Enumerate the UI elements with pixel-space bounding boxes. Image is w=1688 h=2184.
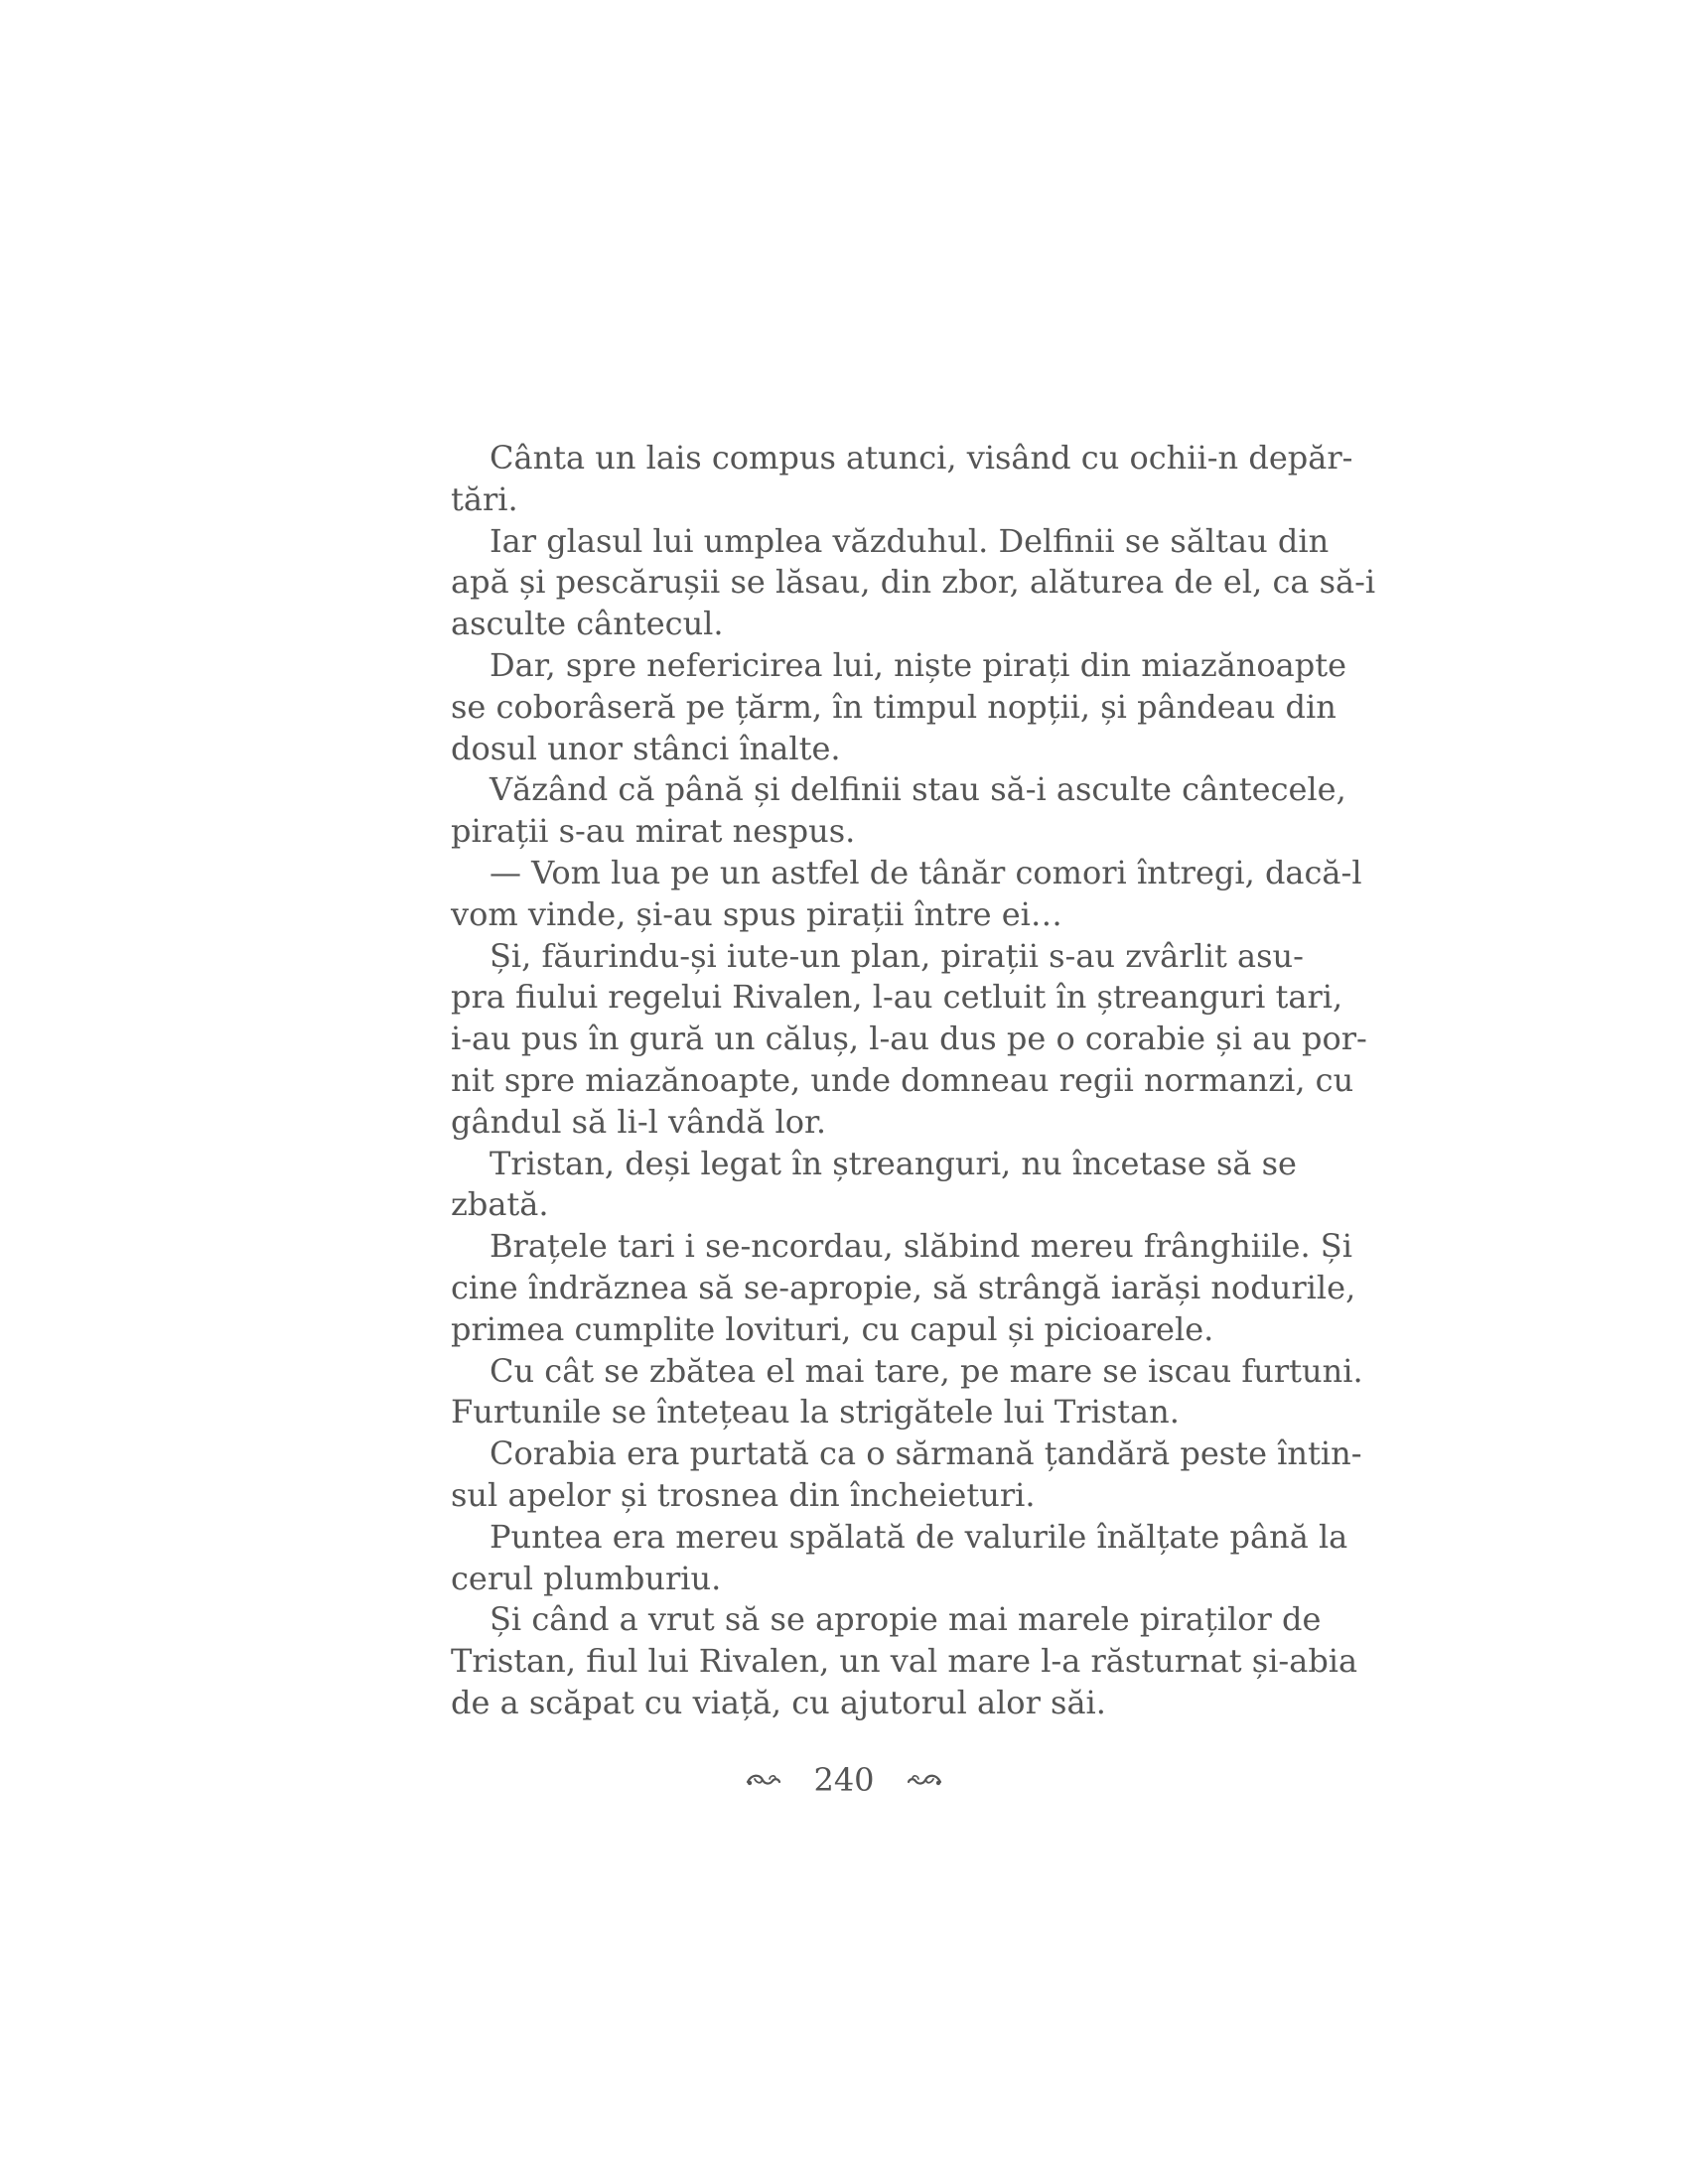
fleuron-left-icon (746, 1770, 781, 1790)
text-line: Tristan, deși legat în ștreanguri, nu încetase să se (490, 1144, 1297, 1182)
text-line: asculte cântecul. (451, 605, 724, 643)
text-line: Și când a vrut să se apropie mai marele piraților de (490, 1600, 1322, 1639)
text-line: Puntea era mereu spălată de valurile înălțate până la (490, 1517, 1348, 1556)
text-line: Și, făurindu-și iute-un plan, pirații s-au zvârlit asu- (490, 936, 1304, 975)
paragraph (451, 1351, 1363, 1434)
text-line: vom vinde, și-au spus pirații între ei… (451, 894, 1062, 933)
text-line: gândul să li-l vândă lor. (451, 1102, 826, 1141)
text-line: zbată. (451, 1185, 549, 1224)
paragraph (451, 1433, 1362, 1517)
text-line: cerul plumburiu. (451, 1559, 722, 1597)
text-line: dosul unor stânci înalte. (451, 729, 841, 767)
text-line: Tristan, fiul lui Rivalen, un val mare l-a răsturnat și-abia (451, 1642, 1358, 1681)
paragraph (451, 1144, 1297, 1227)
page-number: 240 (813, 1760, 875, 1799)
text-line: Dar, spre nefericirea lui, niște pirați din miazănoapte (490, 645, 1347, 684)
body-text (451, 438, 1376, 1724)
paragraph (451, 645, 1347, 769)
text-line: cine îndrăznea să se-apropie, să strângă iarăși nodurile, (451, 1268, 1356, 1306)
paragraph (451, 936, 1367, 1144)
text-line: sul apelor și trosnea din încheieturi. (451, 1475, 1036, 1514)
paragraph (451, 1517, 1348, 1600)
page-footer (0, 1757, 1688, 1800)
text-line: — Vom lua pe un astfel de tânăr comori întregi, dacă-l (490, 853, 1362, 891)
paragraph (451, 853, 1362, 936)
text-line: Văzând că până și delfinii stau să-i asculte cântecele, (490, 770, 1346, 809)
fleuron-right-icon (907, 1770, 942, 1790)
text-line: i-au pus în gură un căluș, l-au dus pe o corabie și au por- (451, 1020, 1367, 1058)
text-line: de a scăpat cu viață, cu ajutorul alor săi. (451, 1683, 1106, 1721)
text-line: Corabia era purtată ca o sărmană țandără peste întin- (490, 1434, 1362, 1473)
text-line: se coborâseră pe țărm, în timpul nopții, și pândeau din (451, 687, 1336, 726)
text-line: Cu cât se zbătea el mai tare, pe mare se iscau furtuni. (490, 1351, 1363, 1390)
paragraph (451, 769, 1346, 853)
paragraph (451, 521, 1376, 645)
text-line: pirații s-au mirat nespus. (451, 812, 856, 851)
text-line: tări. (451, 479, 518, 518)
paragraph (451, 438, 1353, 521)
text-line: Iar glasul lui umplea văzduhul. Delfinii se săltau din (490, 521, 1330, 560)
text-line: Furtunile se întețeau la strigătele lui Tristan. (451, 1393, 1180, 1432)
paragraph (451, 1599, 1358, 1723)
paragraph (451, 1226, 1356, 1350)
text-line: nit spre miazănoapte, unde domneau regii normanzi, cu (451, 1060, 1354, 1099)
text-line: pra fiului regelui Rivalen, l-au cetluit în ștreanguri tari, (451, 978, 1343, 1017)
text-line: Cânta un lais compus atunci, visând cu ochii-n depăr- (490, 439, 1353, 477)
text-line: apă și pescărușii se lăsau, din zbor, alăturea de el, ca să-i (451, 563, 1376, 602)
text-line: Brațele tari i se-ncordau, slăbind mereu frânghiile. Și (490, 1227, 1352, 1266)
text-line: primea cumplite lovituri, cu capul și picioarele. (451, 1309, 1214, 1348)
